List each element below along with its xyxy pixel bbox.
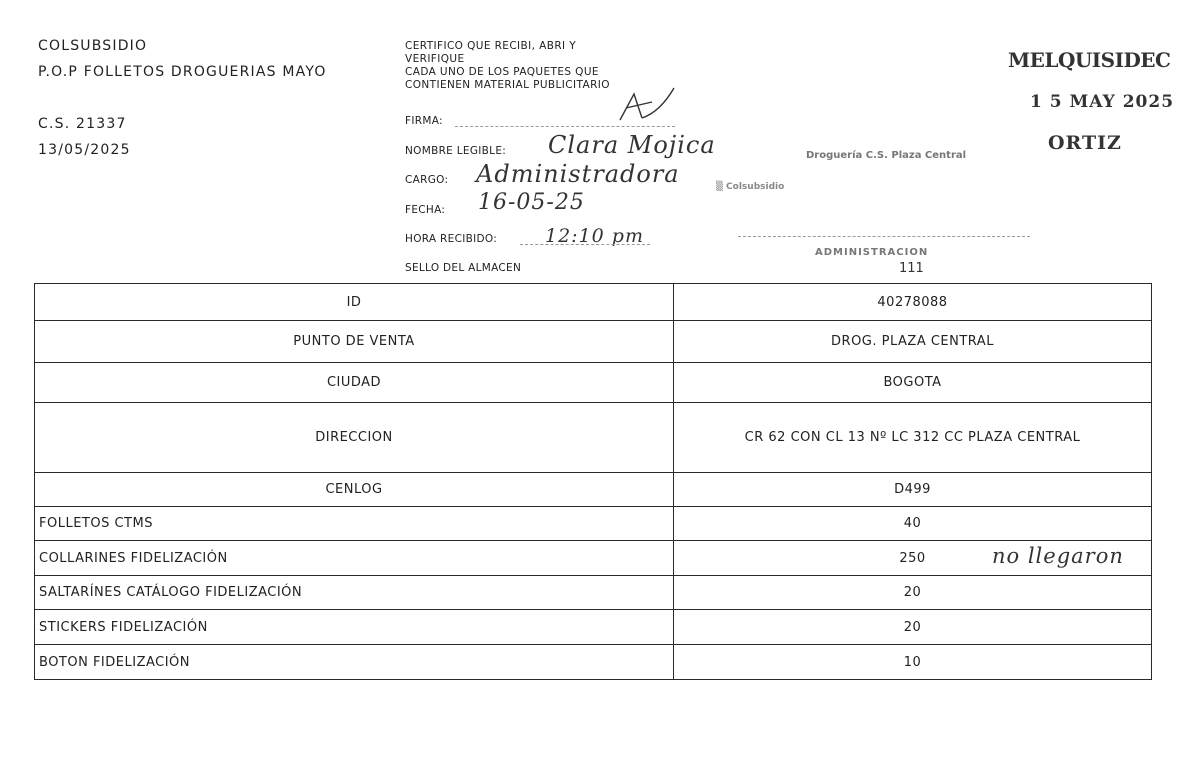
stamp-dept: ADMINISTRACION [815,247,929,258]
row-label: CIUDAD [35,363,674,403]
table-row [35,507,1152,541]
row-value: 10 [674,645,1152,680]
stamp-store: Droguería C.S. Plaza Central [806,150,967,161]
row-label: CENLOG [35,473,674,507]
document-code: C.S. 21337 [38,116,127,132]
delivery-table [34,283,1152,680]
hora-label: HORA RECIBIDO: [405,233,498,245]
certificate-text [405,40,610,92]
fecha-label: FECHA: [405,204,446,216]
stamp-name: MELQUISIDEC [1008,48,1171,72]
fecha-value: 16-05-25 [478,190,585,215]
certificate-line: VERIFIQUE [405,53,465,65]
row-label: SALTARÍNES CATÁLOGO FIDELIZACIÓN [35,576,674,610]
certificate-line: CADA UNO DE LOS PAQUETES QUE [405,66,599,78]
table-row [35,610,1152,645]
table-row [35,403,1152,473]
table-row [35,321,1152,363]
cargo-value: Administradora [476,160,680,188]
signature-scribble [612,82,682,127]
row-value: CR 62 CON CL 13 Nº LC 312 CC PLAZA CENTRAL [674,403,1152,473]
table-row [35,363,1152,403]
row-label: ID [35,284,674,321]
stamp-number: 111 [899,261,924,276]
row-value: 250 [899,550,926,566]
handwritten-note: no llegaron [992,544,1124,568]
cargo-label: CARGO: [405,174,449,186]
row-value: DROG. PLAZA CENTRAL [674,321,1152,363]
table-row [35,284,1152,321]
hora-value: 12:10 pm [545,225,644,247]
row-value: 40 [674,507,1152,541]
row-label: STICKERS FIDELIZACIÓN [35,610,674,645]
nombre-label: NOMBRE LEGIBLE: [405,145,507,157]
certificate-line: CERTIFICO QUE RECIBI, ABRI Y [405,40,577,52]
company-name: COLSUBSIDIO [38,38,148,54]
certificate-line: CONTIENEN MATERIAL PUBLICITARIO [405,79,610,91]
row-label: PUNTO DE VENTA [35,321,674,363]
row-value: D499 [674,473,1152,507]
row-value: BOGOTA [674,363,1152,403]
table-row [35,541,1152,576]
row-label: FOLLETOS CTMS [35,507,674,541]
row-value-cell [674,541,1152,576]
stamp-surname: ORTIZ [1048,132,1122,154]
campaign-title: P.O.P FOLLETOS DROGUERIAS MAYO [38,64,327,80]
firma-label: FIRMA: [405,115,443,127]
row-value: 40278088 [674,284,1152,321]
row-value: 20 [674,576,1152,610]
stamp-date: 1 5 MAY 2025 [1030,92,1175,112]
stamp-smudge: ▒ Colsubsidio [716,182,785,192]
table-row [35,645,1152,680]
table-row [35,473,1152,507]
sello-label: SELLO DEL ALMACEN [405,262,522,274]
row-label: BOTON FIDELIZACIÓN [35,645,674,680]
row-label: COLLARINES FIDELIZACIÓN [35,541,674,576]
row-value: 20 [674,610,1152,645]
table-row [35,576,1152,610]
document-date: 13/05/2025 [38,142,131,158]
row-label: DIRECCION [35,403,674,473]
nombre-value: Clara Mojica [548,131,716,159]
